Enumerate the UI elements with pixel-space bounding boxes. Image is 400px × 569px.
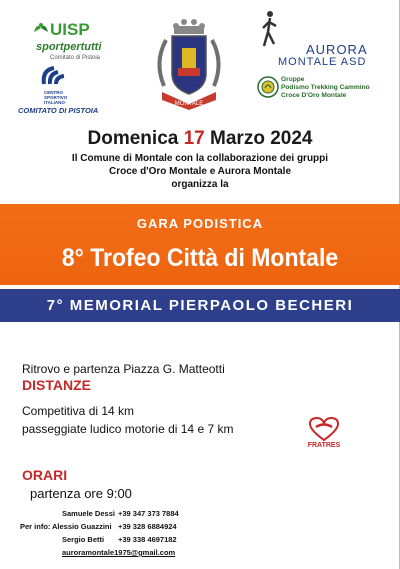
crest-ribbon: MONTALE — [174, 101, 204, 107]
date-rest: Marzo 2024 — [210, 128, 313, 149]
ritrovo-text: Ritrovo e partenza Piazza G. Matteotti — [22, 362, 225, 376]
csi-mark-icon — [40, 64, 68, 88]
csi-name — [44, 90, 67, 105]
aurora-subtitle: MONTALE ASD — [278, 56, 367, 68]
uisp-logo — [28, 20, 108, 68]
aurora-logo — [250, 8, 380, 70]
date-day: 17 — [183, 128, 205, 149]
gruppi-line: Croce D'Oro Montale — [281, 92, 347, 99]
intro-line-2: Croce d'Oro Montale e Aurora Montale — [108, 166, 292, 177]
uisp-committee: Comitato di Pistoia — [50, 55, 101, 61]
gruppi-line: Gruppe — [281, 76, 305, 83]
fratres-name: FRATRES — [307, 442, 341, 449]
event-date — [0, 128, 400, 150]
heart-icon — [306, 416, 342, 442]
passeggiate-text: passeggiate ludico motorie di 14 e 7 km — [22, 422, 234, 436]
memorial-title: 7° MEMORIAL PIERPAOLO BECHERI — [46, 297, 354, 314]
gruppi-line: Podismo Trekking Cammino — [281, 84, 370, 91]
gruppi-logo — [257, 74, 387, 106]
contact-phone: +39 338 4697182 — [118, 535, 177, 544]
contact-name: Alessio Guazzini — [52, 522, 112, 531]
csi-line: CENTRO — [44, 90, 63, 95]
csi-line: ITALIANO — [44, 100, 65, 105]
fratres-logo — [306, 416, 342, 452]
competitiva-text: Competitiva di 14 km — [22, 404, 135, 418]
date-prefix: Domenica — [87, 128, 179, 149]
runner-icon — [262, 10, 278, 50]
gruppi-text — [281, 76, 370, 100]
contact-phone: +39 328 6884924 — [118, 522, 177, 531]
intro-line-3: organizza la — [171, 179, 229, 190]
gara-title: GARA PODISTICA — [136, 216, 264, 231]
contact-name: Sergio Betti — [62, 535, 105, 544]
distanze-heading: DISTANZE — [22, 377, 91, 393]
contact-phone: +39 347 373 7884 — [118, 509, 179, 518]
intro-line-1: Il Comune di Montale con la collaborazione dei gruppi — [71, 153, 329, 164]
info-label: Per info: — [20, 522, 51, 531]
uisp-name: UISP — [50, 20, 90, 39]
csi-logo — [18, 64, 98, 114]
csi-line: SPORTIVO — [44, 95, 68, 100]
montale-crest-icon — [148, 12, 230, 116]
csi-committee: COMITATO DI PISTOIA — [18, 106, 99, 115]
trofeo-title: 8° Trofeo Città di Montale — [61, 244, 339, 272]
uisp-hands-icon — [32, 20, 50, 38]
partenza-text: partenza ore 9:00 — [30, 486, 132, 501]
orari-heading: ORARI — [22, 467, 68, 483]
contact-email[interactable]: auroramontale1975@gmail.com — [62, 548, 176, 557]
gruppi-badge-icon — [257, 76, 279, 98]
aurora-title: AURORA — [306, 42, 368, 57]
contact-name: Samuele Dessì — [62, 509, 115, 518]
uisp-subtitle: sportpertutti — [36, 41, 102, 53]
